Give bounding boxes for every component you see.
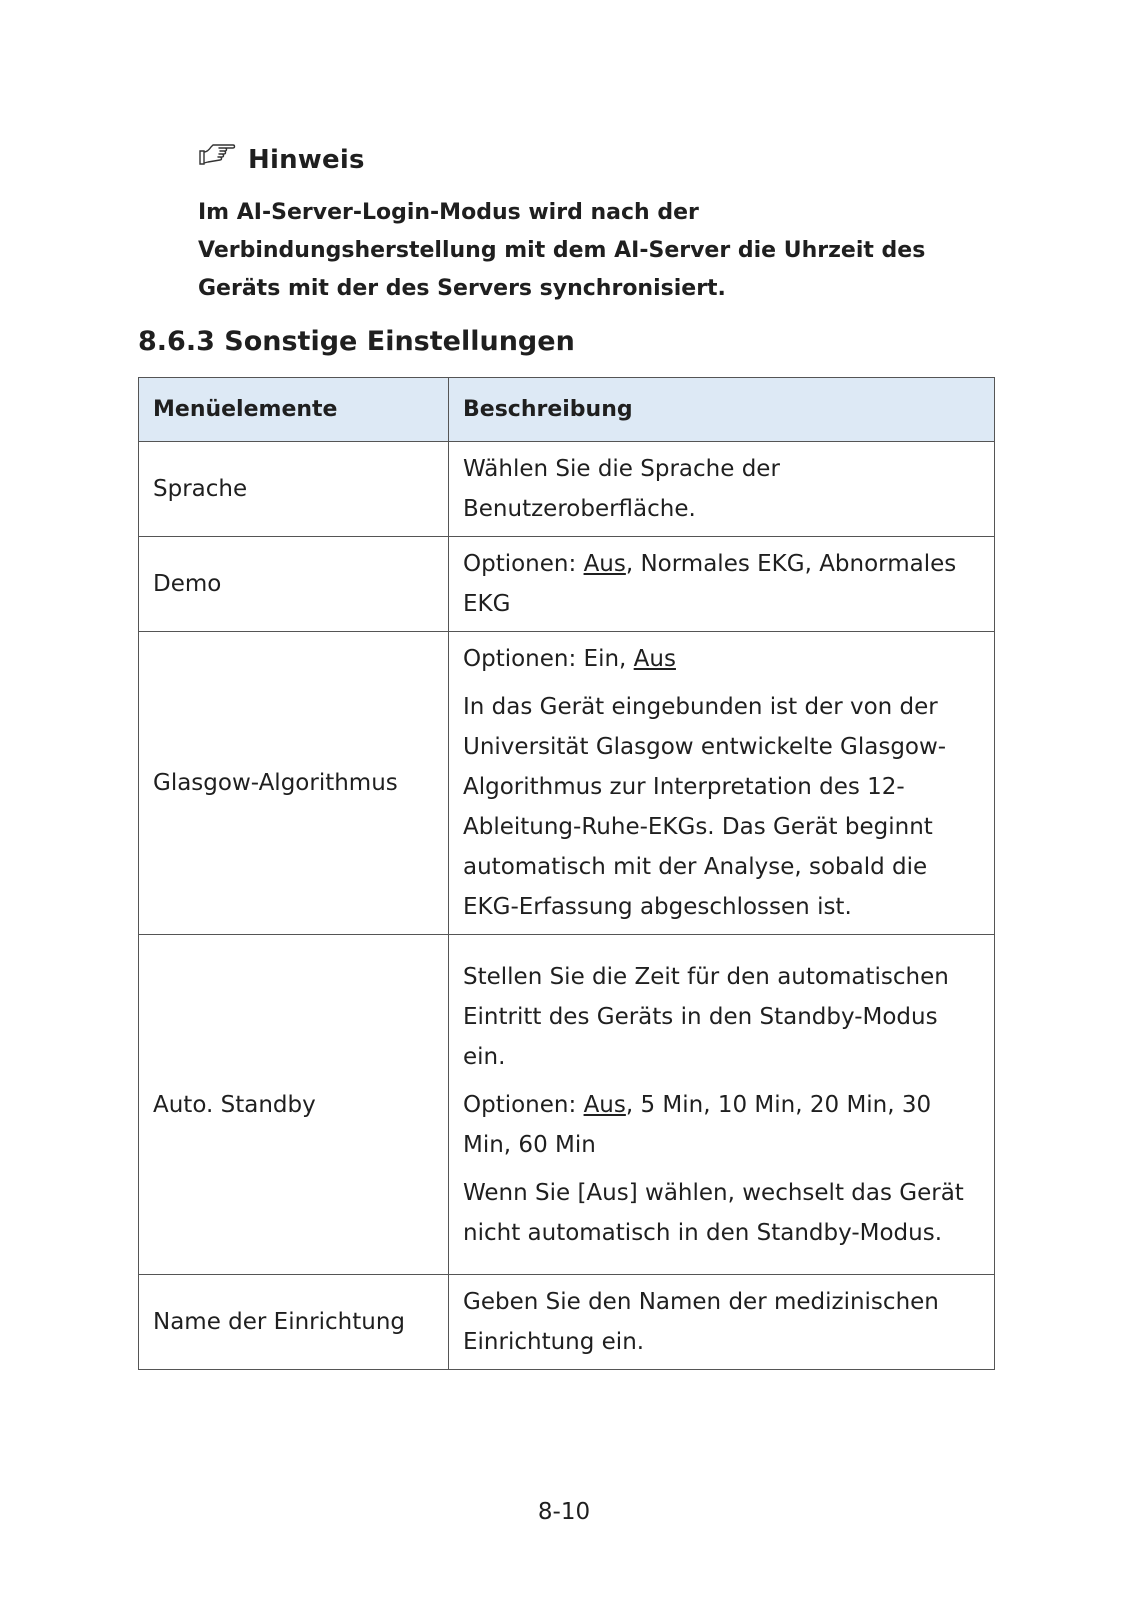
default-option: Aus xyxy=(633,646,676,672)
options-line xyxy=(463,1085,980,1165)
table-row-facility-name xyxy=(139,1275,995,1370)
description-text: Stellen Sie die Zeit für den automatischen Eintritt des Geräts in den Standby-Modus ein. xyxy=(463,963,949,1070)
menu-item-facility-name: Name der Einrichtung xyxy=(139,1275,449,1370)
table-row-auto-standby xyxy=(139,935,995,1275)
table-row-language xyxy=(139,442,995,537)
table-row-glasgow-algorithm xyxy=(139,632,995,935)
description-facility-name xyxy=(449,1275,995,1370)
default-option: Aus xyxy=(583,1091,626,1118)
description-language xyxy=(449,442,995,537)
column-header-description: Beschreibung xyxy=(449,378,995,442)
column-header-menu-items: Menüelemente xyxy=(139,378,449,442)
options-rest: , Normales EKG, Abnormales EKG xyxy=(463,551,957,617)
options-line xyxy=(463,639,980,679)
note-box xyxy=(198,140,998,308)
pointing-hand-icon xyxy=(198,142,236,168)
options-line xyxy=(463,544,980,624)
note-title: Hinweis xyxy=(248,145,365,175)
page-number: 8-10 xyxy=(537,1499,591,1525)
description-glasgow-algorithm xyxy=(449,632,995,935)
settings-table xyxy=(138,377,995,1370)
description-text: Wählen Sie die Sprache der Benutzeroberfläche. xyxy=(463,456,780,522)
description-text: Geben Sie den Namen der medizinischen Einrichtung ein. xyxy=(463,1289,939,1355)
section-title: 8.6.3 Sonstige Einstellungen xyxy=(138,326,575,357)
description-text: In das Gerät eingebunden ist der von der Universität Glasgow entwickelte Glasgow-Algorithmus zur Interpretation des 12-Ableitung-Ruhe-EKGs. Das Gerät beginnt automatisch mit der Analyse, sobald die EKG-Erfassung abgeschlossen ist. xyxy=(463,694,947,920)
note-text: Im AI-Server-Login-Modus wird nach der Verbindungsherstellung mit dem AI-Server die Uhrzeit des Geräts mit der des Servers synchronisiert. xyxy=(198,200,926,301)
menu-item-glasgow-algorithm: Glasgow-Algorithmus xyxy=(139,632,449,935)
options-prefix: Optionen: Ein, xyxy=(463,646,634,672)
description-auto-standby xyxy=(449,935,995,1275)
note-header xyxy=(198,140,998,180)
menu-item-auto-standby: Auto. Standby xyxy=(139,935,449,1275)
menu-item-demo: Demo xyxy=(139,537,449,632)
options-rest: , 5 Min, 10 Min, 20 Min, 30 Min, 60 Min xyxy=(463,1091,932,1158)
menu-item-language: Sprache xyxy=(139,442,449,537)
table-row-demo xyxy=(139,537,995,632)
table-header-row xyxy=(139,378,995,442)
description-note: Wenn Sie [Aus] wählen, wechselt das Gerät nicht automatisch in den Standby-Modus. xyxy=(463,1179,964,1246)
description-demo xyxy=(449,537,995,632)
default-option: Aus xyxy=(583,551,626,577)
options-prefix: Optionen: xyxy=(463,1091,584,1118)
options-prefix: Optionen: xyxy=(463,551,584,577)
